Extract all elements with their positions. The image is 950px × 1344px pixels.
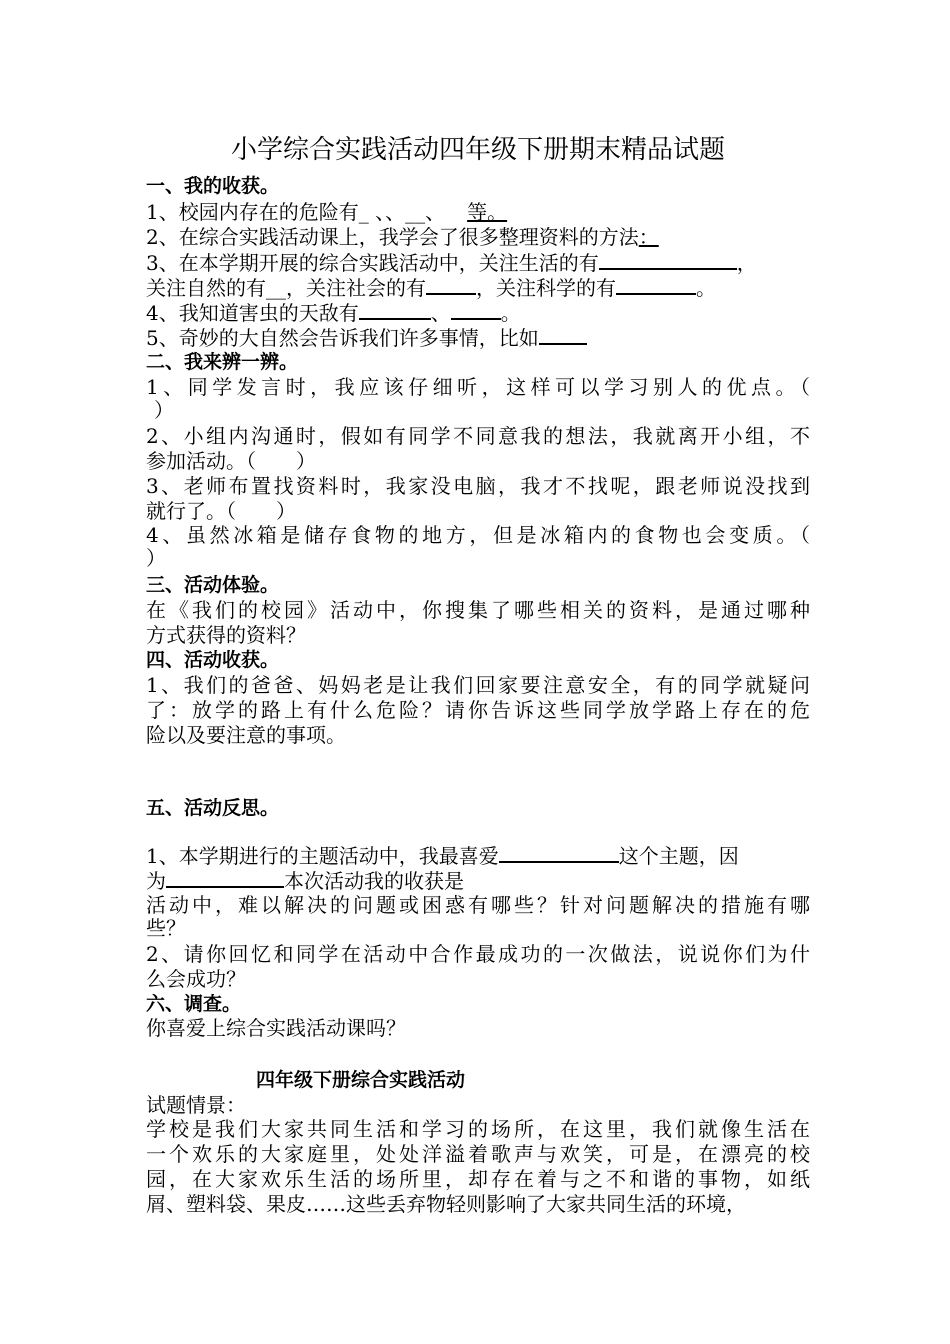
question-5-1: 1、本学期进行的主题活动中，我最喜爱 这个主题，因 [146, 844, 739, 868]
answer-blank[interactable] [499, 843, 619, 863]
question-5-1-line-3: 活动中，难以解决的问题或困惑有哪些？针对问题解决的措施有哪 [146, 893, 810, 917]
question-2-1: 1、同学发言时，我应该仔细听，这样可以学习别人的优点。（ [146, 375, 810, 399]
question-1-2: 2、在综合实践活动课上，我学会了很多整理资料的方法： [146, 225, 659, 249]
section-1-heading: 一、我的收获。 [146, 175, 280, 197]
section-3-paragraph-line-2: 方式获得的资料？ [146, 623, 306, 647]
question-1-1: 1、校园内存在的危险有_ 、、__、 等。 [146, 200, 508, 224]
part-2-paragraph-line-1: 学校是我们大家共同生活和学习的场所，在这里，我们就像生活在 [146, 1117, 810, 1141]
answer-blank[interactable] [359, 300, 431, 320]
section-4-paragraph-line-1: 1、我们的爸爸、妈妈老是让我们回家要注意安全，有的同学就疑问 [146, 673, 810, 697]
question-1-5: 5、奇妙的大自然会告诉我们许多事情，比如 [146, 325, 810, 351]
section-4-paragraph-line-2: 了：放学的路上有什么危险？请你告诉这些同学放学路上存在的危 [146, 698, 810, 722]
answer-blank[interactable] [451, 300, 501, 320]
question-2-2-cont: 参加活动。（ ） [146, 449, 316, 473]
answer-blank[interactable] [539, 325, 587, 345]
section-5-heading: 五、活动反思。 [146, 797, 280, 819]
section-2-heading: 二、我来辨一辨。 [146, 351, 299, 373]
answer-blank[interactable] [166, 868, 284, 888]
part-2-label: 试题情景： [146, 1093, 246, 1117]
question-5-2-cont: 么会成功？ [146, 967, 246, 991]
question-2-4-cont: ） [146, 546, 166, 570]
question-2-3-cont: 就行了。（ ） [146, 499, 296, 523]
answer-blank[interactable] [426, 275, 476, 295]
question-1-3-cont: 关注自然的有__，关注社会的有 ，关注科学的有 。 [146, 276, 716, 300]
part-2-paragraph-line-4: 屑、塑料袋、果皮……这些丢弃物轻则影响了大家共同生活的环境， [146, 1192, 746, 1216]
part-2-paragraph-line-2: 一个欢乐的大家庭里，处处洋溢着歌声与欢笑，可是，在漂亮的校 [146, 1142, 810, 1166]
question-1-3: 3、在本学期开展的综合实践活动中，关注生活的有 ， [146, 251, 757, 275]
question-5-1-cont: 为 本次活动我的收获是 [146, 869, 464, 893]
part-2-title: 四年级下册综合实践活动 [256, 1069, 466, 1091]
section-3-heading: 三、活动体验。 [146, 574, 280, 596]
section-6-paragraph: 你喜爱上综合实践活动课吗？ [146, 1016, 406, 1040]
question-2-4: 4、虽然冰箱是储存食物的地方，但是冰箱内的食物也会变质。（ [146, 523, 810, 547]
section-4-heading: 四、活动收获。 [146, 649, 280, 671]
section-3-paragraph-line-1: 在《我们的校园》活动中，你搜集了哪些相关的资料，是通过哪种 [146, 598, 810, 622]
page-title: 小学综合实践活动四年级下册期末精品试题 [230, 135, 725, 165]
question-2-1-cont: ） [154, 398, 174, 422]
part-2-paragraph-line-3: 园，在大家欢乐生活的场所里，却存在着与之不和谐的事物，如纸 [146, 1167, 810, 1191]
section-6-heading: 六、调查。 [146, 993, 242, 1015]
answer-blank[interactable] [616, 275, 696, 295]
question-2-3: 3、老师布置找资料时，我家没电脑，我才不找呢，跟老师说没找到 [146, 474, 810, 498]
section-4-paragraph-line-3: 险以及要注意的事项。 [146, 723, 346, 747]
question-5-2: 2、请你回忆和同学在活动中合作最成功的一次做法，说说你们为什 [146, 942, 810, 966]
question-5-1-line-4: 些？ [146, 916, 186, 940]
question-2-2: 2、小组内沟通时，假如有同学不同意我的想法，我就离开小组，不 [146, 424, 810, 448]
question-1-4: 4、我知道害虫的天敌有 、 。 [146, 301, 521, 325]
answer-blank[interactable] [599, 250, 737, 270]
